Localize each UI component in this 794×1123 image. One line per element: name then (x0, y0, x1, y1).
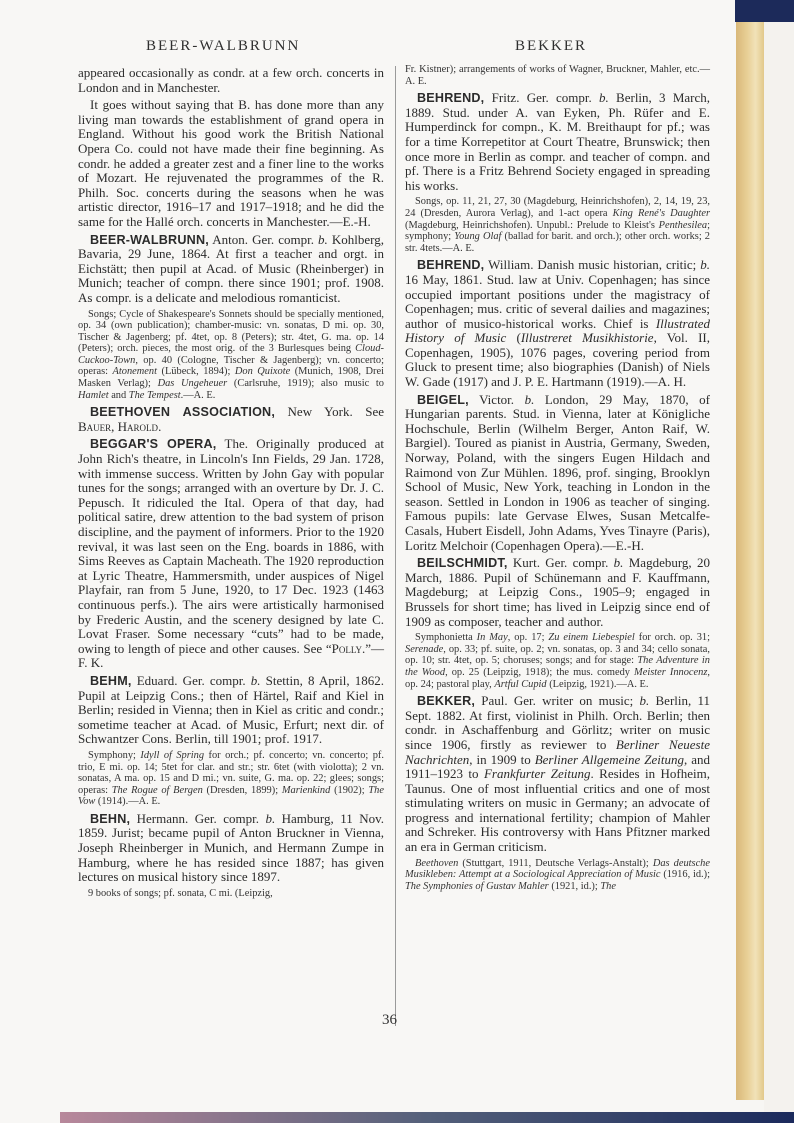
work-title: Zu einem Liebespiel (548, 632, 635, 644)
works-text: , op. 40 (Cologne, Tischer & Jagenberg); vn. concerto; operas: (78, 354, 384, 378)
works-text: for orch.; pf. concerto; vn. concerto; pf. trio, E mi. op. 14; 5tet for clar. and str.; str. 6tet (with violotta); 2 vn. sonatas, A ma. op. 15 and D mi.; vn. suite, G. ma. op. 22; glees; songs; operas: (78, 749, 384, 796)
born-abbrev: b. (599, 90, 609, 106)
works-list (78, 750, 384, 808)
entry-beer-walbrunn (78, 233, 384, 306)
entry-behm (78, 674, 384, 747)
work-title: Das deutsche Musikleben: Attempt at a Sociological Appreciation of Music (405, 857, 710, 881)
works-list: 9 books of songs; pf. sonata, C mi. (Leipzig, (88, 887, 273, 899)
entry-text: London, 29 May, 1870, of Hungarian parents. Stud. in Vienna, later at Königliche Hochschule, Berlin (Wilhelm Berger, Anton Raif, W. Bargiel). Toured as pianist in Austria, Germany, Sweden, Norway, Poland, with the singers Eugen Hildach and Raimond von Zur Mühlen. 1896, prof. singing, Brooklyn School of Music, New York, teaching in London in the season. Settled in London in 1906 as teacher of singing. Famous pupils: late Gervase Elwes, Susan Metcalfe-Casals, Hubert Eisdell, John Adams, Yves Tinayre (Paris), Loritz Melchoir (Copenhagen Opera).—E.-H. (405, 391, 710, 553)
works-text: and (108, 389, 129, 401)
work-title: The Symphonies of Gustav Mahler (405, 880, 549, 892)
page-edge (736, 20, 764, 1100)
entry-text: Ger. compr. (188, 810, 266, 826)
headword: BEIGEL, (417, 392, 469, 407)
born-abbrev: b. (318, 231, 328, 247)
entry-text: Berlin, 11 Sept. 1882. At first, violinist in Philh. Orch. Berlin; then condr. in Aschaffenburg and Görlitz; writer on music since 1906, firstly as reviewer to (405, 693, 710, 752)
works-text: for orch. op. 31; (634, 632, 710, 644)
works-list (78, 309, 384, 402)
entry-bekker (405, 694, 710, 855)
works-text: (Munich, 1908, Drei Masken Verlag); (78, 366, 384, 390)
headword: BEILSCHMIDT, (417, 556, 508, 571)
entry-name: Hermann. (130, 810, 189, 826)
work-title: Atonement (112, 366, 157, 378)
entry-text: , in 1909 to (469, 751, 535, 767)
entry-name: William. (484, 257, 534, 273)
work-title: Beethoven (415, 857, 459, 869)
works-text: (1902); (330, 784, 369, 796)
work-title: Artful Cupid (494, 678, 547, 690)
entry-text: Magdeburg, 20 March, 1886. Pupil of Schünemann and F. Kauffmann, Magdeburg; at Leipzig Cons., 1905–9; engaged in Brussels for short time; has lived in Leipzig since end of 1909 as composer, teacher and author. (405, 555, 710, 629)
work-title: The Adventure in the Wood (405, 655, 710, 678)
running-head-left: BEER-WALBRUNN (146, 38, 301, 54)
entry-text: ( (506, 330, 521, 346)
work-title: Berliner Neueste Nachrichten (405, 736, 710, 767)
works-list (405, 632, 710, 690)
entry-text: Stettin, 8 April, 1862. Pupil at Leipzig Cons.; then of Härtel, Raif and Kiel in Berlin; resided in Vienna; then in Kiel as critic and condr.; sometime teacher at Acad. of Music, Erfurt; next dir. of Schwantzer Cons. Berlin, till 1901; prof. 1917. (78, 672, 384, 747)
work-title: Hamlet (78, 389, 109, 401)
born-abbrev: b. (613, 555, 624, 571)
works-text: Symphonietta (415, 632, 477, 644)
right-column (405, 64, 710, 896)
works-text: (Dresden, 1899); (202, 784, 282, 796)
born-abbrev: b. (639, 693, 650, 709)
works-text: (Stuttgart, 1911, Deutsche Verlags-Anstalt); (458, 857, 653, 869)
background-strip (764, 0, 794, 1123)
works-text: Symphony; (88, 749, 141, 761)
works-text: (Magdeburg, Heinrichshofen). Unpubl.: Prelude to Kleist's (405, 219, 659, 231)
entry-behrend-fritz (405, 91, 710, 193)
book-cover-bottom (60, 1112, 794, 1123)
entry-text: Ger. compr. (539, 555, 614, 571)
cross-reference-link[interactable]: Bauer, Harold (78, 418, 159, 434)
works-text: (1921, id.); (548, 880, 601, 892)
cross-reference-link[interactable]: Polly (331, 640, 362, 656)
works-text: , op. 25 (Leipzig, 1918); the mus. comedy (445, 666, 635, 678)
works-list (405, 196, 710, 254)
work-title: Don Quixote (234, 366, 291, 378)
entry-text: 16 May, 1861. Stud. law at Univ. Copenhagen; has since occupied important positions under the magistracy of Copenhagen; mus. critic of several dailies and magazines; author of musico-historical works. Chief is (405, 271, 710, 331)
work-title: Berliner Allgemeine Zeitung (534, 751, 684, 767)
entry-text: The. Originally produced at John Rich's theatre, in Lincoln's Inn Fields, 29 Jan. 1728, with immense success. Written by John Gay with popular tunes for the songs; arranged with an overture by Dr. J. C. Pepusch. It ridiculed the Ital. Opera of that day, had political satire, drew attention to the bad system of prison discipline, and the payment of informers. Prior to the 1920 revival, it was last seen on the Eng. boards in 1886, with Sims Reeves as Captain Macheath. The 1920 reproduction at Lyric Theatre, Hammersmith, under auspices of Nigel Playfair, ran from 5 June, 1920, to 17 Dec. 1923 (1463 continuous perfs.). The airs were artistically harmonised by Frederic Austin, and the scenery designed by late C. Lovat Fraser. Some necessary “cuts” had to be made, owing to length of piece and other causes. See “ (78, 436, 384, 656)
work-title: Idyll of Spring (140, 749, 205, 761)
work-title: In May (476, 632, 508, 644)
works-text: (ballad for barit. and orch.); other orch. works; 2 str. 4tets.—A. E. (405, 231, 710, 254)
work-title: Cloud-Cuckoo-Town (78, 343, 384, 366)
works-text: , op. 33; pf. suite, op. 2; vn. sonatas, op. 3 and 34; cello sonata, op. 10; str. 4tet, op. 5; choruses; songs; and for stage: (405, 643, 710, 667)
page-number: 36 (382, 1012, 397, 1028)
born-abbrev: b. (700, 257, 711, 273)
entry-text: Ger. writer on music; (507, 693, 640, 709)
works-text: Songs, op. 11, 21, 27, 30 (Magdeburg, Heinrichshofen), 2, 14, 19, 23, 24 (Dresden, Aurora Verlag), and 1-act opera (405, 196, 710, 219)
work-title: Young Olaf (454, 231, 502, 243)
entry-text: . Resides in Hofheim, Taunus. One of most influential critics and one of most stimulating writers on music in Germany; an advocate of progress and international fertility; champion of Mahler and Schreker. His controversy with Hans Pfitzner marked an era in German criticism. (405, 766, 711, 855)
continued-paragraph: appeared occasionally as condr. at a few orch. concerts in London and in Manchester. (78, 65, 384, 95)
headword: BEETHOVEN ASSOCIATION, (90, 405, 276, 420)
work-title: Marienkind (281, 784, 331, 796)
work-title: Serenade (405, 643, 444, 655)
entry-behn (78, 812, 384, 885)
book-cover-top (735, 0, 794, 22)
work-title: Das Ungeheuer (157, 378, 228, 390)
headword: BEER-WALBRUNN, (90, 232, 209, 247)
entry-beilschmidt (405, 556, 710, 629)
works-text: ; symphony; (405, 219, 710, 243)
work-title: Illustreret Musikhistorie (520, 330, 654, 346)
entry-text: Ger. compr. (177, 672, 251, 688)
entry-text: Kohlberg, Bavaria, 29 June, 1864. At first a teacher and orgt. in Eichstätt; then pupil at Acad. of Music (Rheinberger) in Munich; teacher of compn. there since 1901; prof. 1908. As compr. is a delicate and melodious romanticist. (78, 231, 384, 305)
born-abbrev: b. (250, 672, 261, 688)
works-text: , op. 17; (507, 632, 549, 644)
headword: BEHM, (90, 673, 132, 688)
entry-text: .”—F. K. (78, 640, 384, 671)
work-title: Frankfurter Zeitung (483, 766, 591, 782)
entry-text: . (158, 418, 162, 434)
works-list (405, 858, 710, 893)
entry-name: Paul. (475, 693, 508, 709)
continued-paragraph: It goes without saying that B. has done more than any living man towards the establishment of grand opera in England. Without his good work the British National Opera Co. could not have made their fine beginning. As condr. he added a greater zest and a finer line to the works of Mozart. He rejuvenated the programmes of the R. Philh. Soc. concerts during the seasons when he was artistic director, 1916–17 and 1917–1918; and he did the same for the Hallé orch. concerts in Manchester.—E.-H. (78, 97, 384, 229)
left-column (78, 66, 384, 903)
works-text: (Leipzig, 1921).—A. E. (546, 678, 649, 690)
work-title: King René's Daughter (612, 207, 711, 219)
column-divider (395, 66, 396, 1026)
entry-beigel (405, 393, 710, 554)
entry-beethoven-association (78, 405, 384, 434)
work-title: The Tempest (128, 389, 181, 401)
born-abbrev: b. (265, 810, 276, 826)
entry-text: Berlin, 3 March, 1889. Stud. under A. van Eyken, Ph. Rüfer and E. Humperdinck for compn., K. M. Breithaupt for pf.; was for a time Korrepetitor at Court Theatre, Brunswick; then once more in Berlin as compr. and teacher of compn. and pf. There is a Fritz Behrend Society engaged in spreading his works. (405, 90, 711, 193)
work-title: Meister Innocenz (634, 666, 708, 678)
entry-text: New York. See (275, 404, 384, 420)
headword: BEHREND, (417, 91, 485, 106)
headword: BEGGAR'S OPERA, (90, 437, 217, 452)
running-head-right: BEKKER (515, 38, 587, 54)
works-text: (Lübeck, 1894); (156, 366, 235, 378)
entry-name: Fritz. (484, 90, 520, 106)
entry-text: , Vol. II, Copenhagen, 1905), 1076 pages, covering period from Gluck to present time; also biographies (Danish) of Niels W. Gade (1917) and J. P. E. Hartmann (1919).—A. H. (405, 330, 710, 390)
headword: BEHREND, (417, 258, 485, 273)
works-text: (1916, id.); (660, 869, 710, 881)
born-abbrev: b. (514, 391, 535, 407)
entry-name: Eduard. (131, 672, 178, 688)
entry-name: Anton. (208, 231, 249, 247)
works-text: Songs; Cycle of Shakespeare's Sonnets should be specially mentioned, op. 34 (own publication); chamber-music: vn. sonatas, D mi. op. 30, Tischer & Jagenberg; pf. 4tet, op. 8 (Peters); str. 4tet, G. ma. op. 14 (Peters); orch. pieces, the most orig. of the 3 Burlesques being (78, 308, 384, 355)
headword: BEHN, (90, 811, 131, 826)
entry-name: Kurt. (507, 555, 540, 571)
work-title: The (600, 880, 616, 892)
entry-text: Ger. compr. (519, 90, 600, 106)
entry-behrend-william (405, 258, 710, 389)
works-text: .—A. E. (180, 389, 216, 401)
entry-beggars-opera (78, 437, 384, 671)
entry-text: , and 1911–1923 to (405, 751, 710, 782)
work-title: The Vow (78, 784, 384, 808)
continued-works-list: Fr. Kistner); arrangements of works of Wagner, Bruckner, Mahler, etc.—A. E. (405, 64, 710, 87)
headword: BEKKER, (417, 694, 476, 709)
works-text: (Carlsruhe, 1919); also music to (227, 378, 384, 390)
works-text: , op. 24; pastoral play, (405, 666, 710, 690)
entry-text: Hamburg, 11 Nov. 1859. Jurist; became pupil of Anton Bruckner in Vienna, Joseph Rheinberger in Munich, and Hermann Zumpe in Hamburg, where he has resided since 1887; has given lectures on musical history since 1897. (78, 810, 384, 885)
work-title: Penthesilea (658, 219, 708, 231)
work-title: The Rogue of Bergen (111, 784, 203, 796)
works-text: (1914).—A. E. (95, 796, 161, 808)
entry-text: Ger. compr. (248, 231, 319, 247)
entry-name: Victor. (468, 391, 515, 407)
work-title: Illustrated History of Music (405, 315, 710, 346)
entry-text: Danish music historian, critic; (533, 257, 701, 273)
